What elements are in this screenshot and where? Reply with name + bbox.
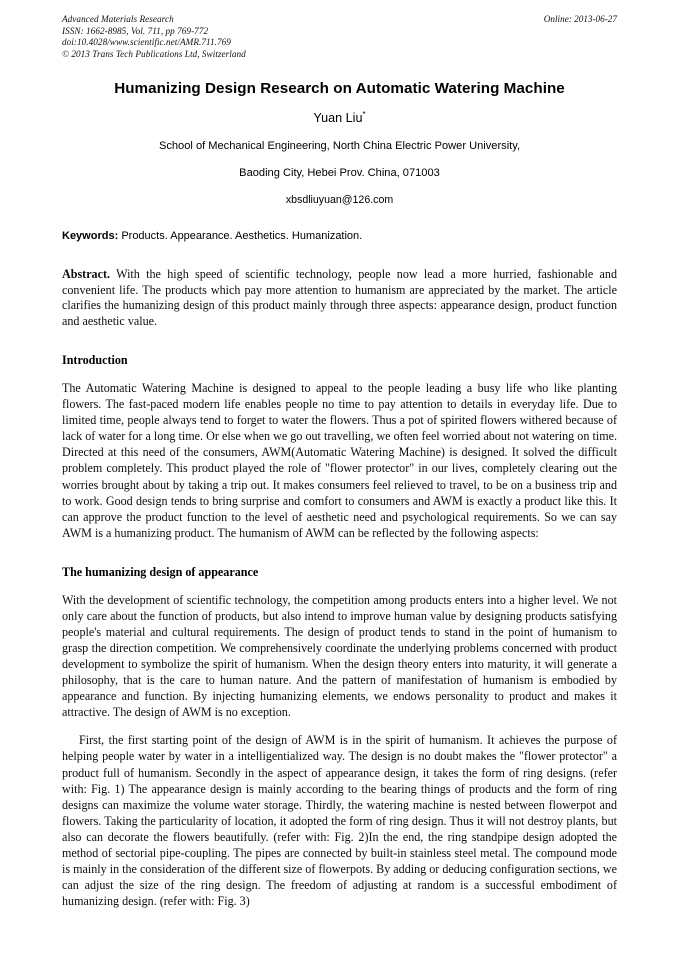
- abstract-text: With the high speed of scientific technology, people now lead a more hurried, fashionable and convenient life. The products which pay more attention to humanism are appreciated by the market. The article clarifies the humanizing design of this product mainly through three aspects: appearance design, product function and aesthetic value.: [62, 267, 617, 328]
- affiliation-block: [62, 139, 617, 181]
- abstract-label: Abstract.: [62, 267, 111, 281]
- page-title: Humanizing Design Research on Automatic Watering Machine: [114, 80, 565, 97]
- section-paragraph: The Automatic Watering Machine is designed to appeal to the people leading a busy life who like planting flowers. The fast-paced modern life enables people no time to pay attention to details in everyday life. Due to limited time, people always tend to forget to water the flowers. Thus a pot of spirited flowers withered because of lack of water for a long time. Or else when we go out travelling, we often feel worried about not watering on time. Directed at this need of the consumers, AWM(Automatic Watering Machine) is designed. It solved the difficult problem completely. This product played the role of "flower protector" in our lives, completely clearing out the worries brought about by taking a trip out. It makes consumers feel relieved to travel, to be on a business trip and to work. Good design tends to bring surprise and comfort to consumers and AWM is exactly a product like this. It can approve the product function to the level of aesthetic need and psychological requirements. So we can say AWM is a humanizing product. The humanism of AWM can be reflected by the following aspects:: [62, 380, 617, 540]
- author-email: xbsdliuyuan@126.com: [285, 194, 394, 206]
- section-paragraph: With the development of scientific technology, the competition among products enters into a higher level. We not only care about the function of products, but also intend to improve human value by designing products satisfying people's material and cultural requirements. The design of product tends to stand in the point of humanism to grasp the direction competition. We comprehensively coordinate the underlying problems concerned with product development to symbolize the spirit of humanism. When the design theory enters into maturity, it will generate a philosophy, that is the care to human nature. And the pattern of manifestation of humanism is embodied by appearance and function. By injecting humanizing elements, we endows personality to product and makes it attractive. The design of AWM is no exception.: [62, 592, 617, 720]
- affiliation-line-2: Baoding City, Hebei Prov. China, 071003: [239, 167, 440, 179]
- section-heading-introduction: Introduction: [62, 353, 128, 368]
- affiliation-line-1: School of Mechanical Engineering, North China Electric Power University,: [158, 140, 521, 152]
- keywords-line: [62, 229, 617, 244]
- masthead: [62, 14, 617, 66]
- keywords-value: Products. Appearance. Aesthetics. Humanization.: [121, 230, 363, 242]
- author-name: Yuan Liu: [313, 111, 363, 125]
- author-line: [62, 110, 617, 126]
- doi-line: doi:10.4028/www.scientific.net/AMR.711.769: [62, 37, 231, 48]
- author-footnote-marker: *: [362, 109, 366, 119]
- keywords-label: Keywords:: [62, 230, 119, 242]
- issn-volume-pages: ISSN: 1662-8985, Vol. 711, pp 769-772: [62, 25, 209, 36]
- journal-name: Advanced Materials Research: [62, 14, 174, 24]
- copyright-line: © 2013 Trans Tech Publications Ltd, Switzerland: [62, 48, 246, 59]
- online-publication-date: Online: 2013-06-27: [543, 14, 617, 24]
- section-paragraph: First, the first starting point of the design of AWM is in the spirit of humanism. It achieves the purpose of helping people water by water in a intelligentialized way. The design is no doubt makes the "flower protector" a product full of humanism. Secondly in the aspect of appearance design, it takes the form of ring designs. (refer with: Fig. 1) The appearance design is mainly according to the bearing things of products and the form of ring designs can maximize the volume water storage. Thirdly, the watering machine is nested between flowerpot and flowers. Taking the particularity of location, it adopted the form of ring design. Thus it will not destroy plants, but also can decorate the flowers beautifully. (refer with: Fig. 2)In the end, the ring standpipe design adopted the method of sectorial pipe-coupling. The pipes are connected by built-in stainless steel metal. The compound mode is mainly in the consideration of the different size of flowerpots. By adding or deducing configuration sections, we can adjust the size of the ring design. The freedom of adjusting at random is a successful embodiment of humanizing design. (refer with: Fig. 3): [62, 733, 617, 909]
- abstract-block: [62, 267, 617, 329]
- section-heading-humanizing-design-of-appearance: The humanizing design of appearance: [62, 564, 259, 579]
- masthead-journal-info: [62, 14, 617, 60]
